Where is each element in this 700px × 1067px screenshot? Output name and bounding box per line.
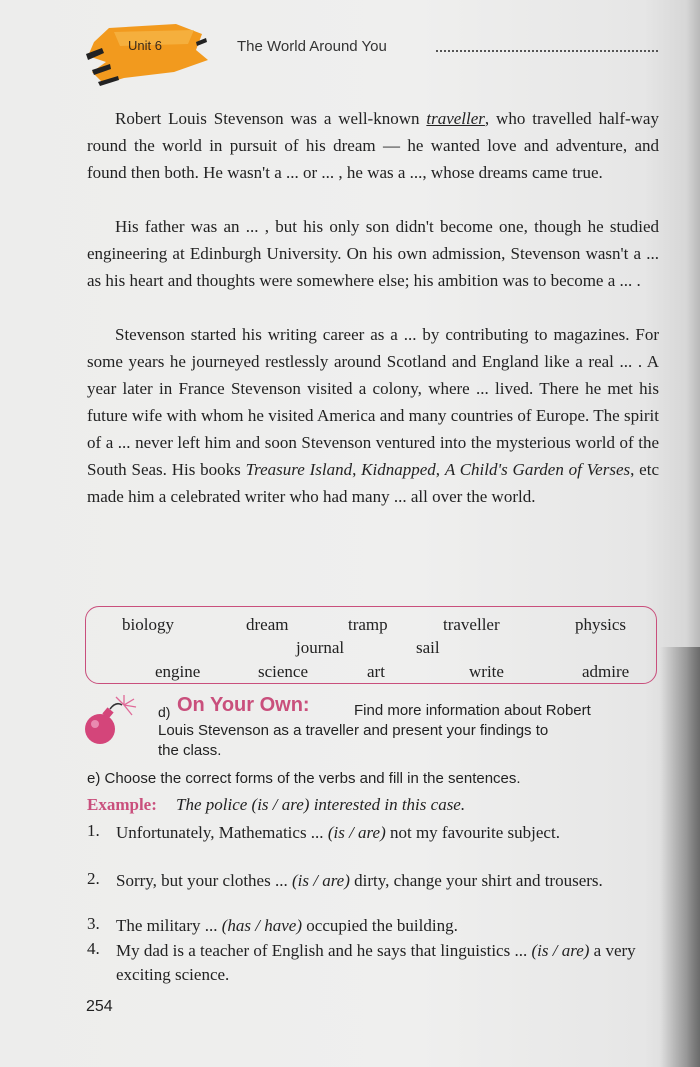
task-d-text: the class. (158, 742, 222, 759)
word-write: write (469, 662, 504, 681)
item-number: 2. (87, 869, 100, 888)
book-title: Treasure Island (245, 460, 353, 479)
word-physics: physics (575, 615, 626, 634)
word-admire: admire (582, 662, 630, 681)
book-title: A Child's Garden of Verses (444, 460, 631, 479)
word-art: art (367, 662, 385, 681)
header-title: The World Around You (237, 38, 387, 55)
header-dotted-leader (436, 50, 658, 52)
paragraph-2: His father was an ... , but his only son didn't become one, though he studied engineering at Edinburgh University. On his own admission, Stevenson wasn't a ... as his heart and thoughts were somewhere else; his ambition was to become a ... . (87, 217, 659, 290)
list-item: The military ... (has / have) occupied the building. (116, 916, 458, 935)
task-d-letter: d) (158, 704, 171, 720)
list-item: Unfortunately, Mathematics ... (is / are) not my favourite subject. (116, 823, 560, 842)
item-number: 1. (87, 821, 100, 840)
item-number: 3. (87, 914, 100, 933)
task-e-instruction: e) Choose the correct forms of the verbs and fill in the sentences. (87, 770, 521, 787)
item-number: 4. (87, 939, 100, 958)
paragraph-3: Stevenson started his writing career as a ... by contributing to magazines. For some years he journeyed restlessly around Scotland and England like a real ... . A year later in France Stevenson visited a colony, where ... lived. There he met his future wife with whom he visited America and many countries of Europe. The spirit of a ... never left him and soon Stevenson ventured into the mysterious world of the South Seas. His books Treasure Island, Kidnapped, A Child's Garden of Verses, etc made him a celebrated writer who had many ... all over the world. (87, 325, 659, 506)
bomb-icon (82, 693, 146, 749)
paragraph-1: Robert Louis Stevenson was a well-known traveller, who travelled half-way round the world in pursuit of his dream — he wanted love and adventure, and found then both. He wasn't a ... or ... , he was a ..., whose dreams came true. (87, 109, 659, 182)
word-tramp: tramp (348, 615, 388, 634)
word-biology: biology (122, 615, 174, 634)
book-title: Kidnapped (361, 460, 436, 479)
task-d-heading: On Your Own: (177, 694, 310, 716)
word-sail: sail (416, 638, 440, 657)
page-edge-shadow (660, 647, 700, 1067)
task-d-text: Find more information about Robert (354, 702, 591, 719)
word-journal: journal (296, 638, 345, 657)
word-science: science (258, 662, 309, 681)
task-d-text: Louis Stevenson as a traveller and present your findings to (158, 722, 549, 739)
example-label: Example: (87, 795, 157, 814)
list-item: My dad is a teacher of English and he says that linguistics ... (is / are) a very exciting science. (116, 941, 636, 984)
underlined-word: traveller (426, 109, 485, 128)
example-text: The police (is / are) interested in this case. (176, 795, 466, 814)
unit-badge-icon (84, 20, 214, 86)
list-item: Sorry, but your clothes ... (is / are) dirty, change your shirt and trousers. (116, 871, 603, 890)
word-traveller: traveller (443, 615, 500, 634)
word-dream: dream (246, 615, 289, 634)
page-number: 254 (86, 998, 113, 1015)
unit-label: Unit 6 (128, 38, 162, 53)
word-engine: engine (155, 662, 201, 681)
